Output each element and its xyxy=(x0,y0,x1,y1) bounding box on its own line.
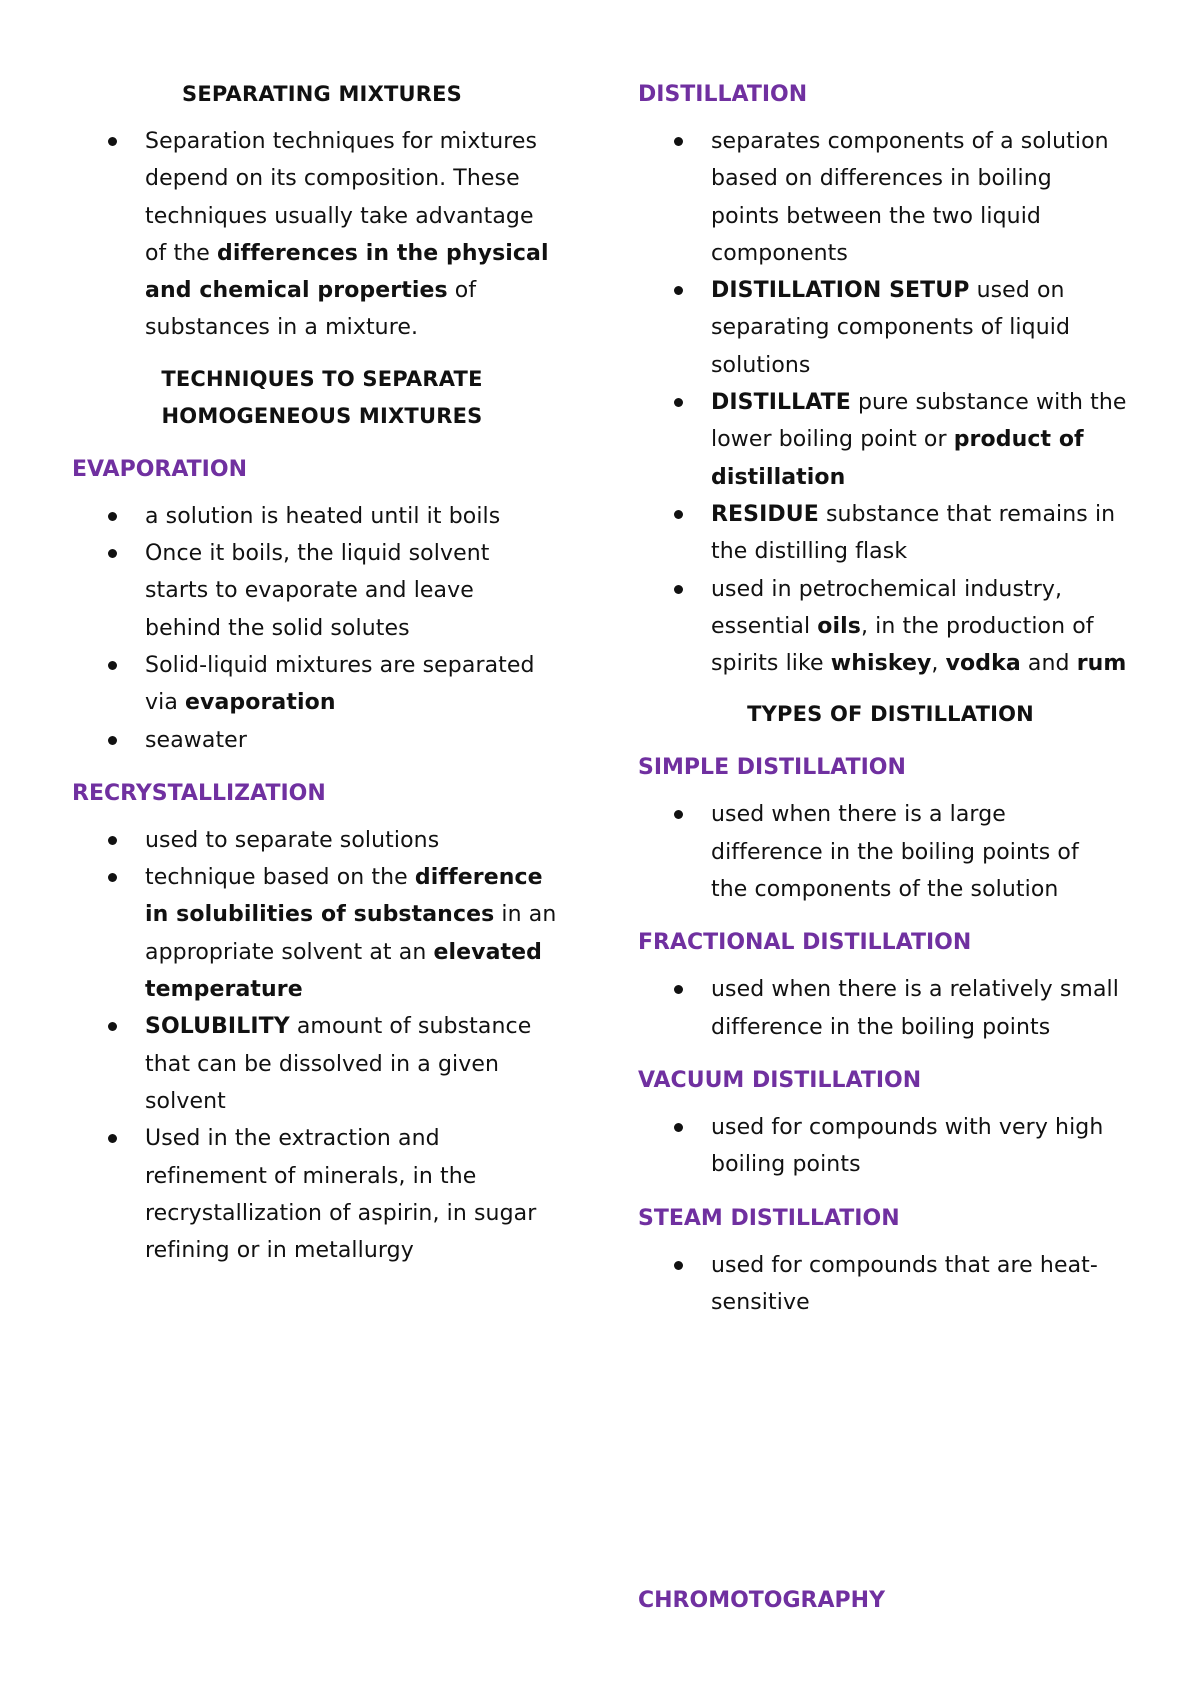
bullet-icon xyxy=(108,873,117,882)
page-title-text: SEPARATING MIXTURES xyxy=(182,82,462,106)
distillation-heading: DISTILLATION xyxy=(638,82,808,107)
list-item: used in petrochemical industry, essential oils, in the production of spirits like whiskey, vodka and rum xyxy=(638,571,1143,683)
bullet-icon xyxy=(108,1134,117,1143)
homogeneous-section-title: TECHNIQUES TO SEPARATE HOMOGENEOUS MIXTURES xyxy=(161,366,483,428)
types-of-distillation-title: TYPES OF DISTILLATION xyxy=(747,702,1034,727)
bullet-icon xyxy=(108,137,117,146)
bullet-icon xyxy=(674,286,683,295)
evaporation-heading: EVAPORATION xyxy=(72,456,247,482)
list-item: Solid-liquid mixtures are separated via evaporation xyxy=(72,647,572,722)
steam-distillation-heading: STEAM DISTILLATION xyxy=(638,1205,900,1231)
bullet-icon xyxy=(108,661,117,670)
list-item: Separation techniques for mixtures depend on its composition. These techniques usually take advantage of the differences in the physical and chemical properties of substances in a mixture. xyxy=(72,123,572,347)
bullet-icon xyxy=(108,1022,117,1031)
list-item: SOLUBILITY amount of substance that can be dissolved in a given solvent xyxy=(72,1008,572,1120)
list-item: Used in the extraction and refinement of minerals, in the recrystallization of aspirin, in sugar refining or in metallurgy xyxy=(72,1120,572,1269)
bullet-icon xyxy=(108,512,117,521)
bullet-icon xyxy=(108,549,117,558)
list-item: used for compounds with very high boiling points xyxy=(638,1109,1143,1184)
bullet-icon xyxy=(108,836,117,845)
simple-distillation-heading: SIMPLE DISTILLATION xyxy=(638,755,906,781)
list-item: DISTILLATION SETUP used on separating components of liquid solutions xyxy=(638,272,1143,384)
fractional-distillation-list xyxy=(638,971,1143,1046)
list-item: seawater xyxy=(72,722,572,759)
fractional-distillation-heading: FRACTIONAL DISTILLATION xyxy=(638,930,972,956)
list-item: used to separate solutions xyxy=(72,822,572,859)
bullet-icon xyxy=(108,736,117,745)
simple-distillation-list xyxy=(638,796,1143,908)
list-item: used when there is a relatively small difference in the boiling points xyxy=(638,971,1143,1046)
list-item: a solution is heated until it boils xyxy=(72,498,572,535)
bullet-icon xyxy=(674,985,683,994)
bullet-icon xyxy=(674,137,683,146)
list-item: DISTILLATE pure substance with the lower boiling point or product of distillation xyxy=(638,384,1143,496)
distillation-list xyxy=(638,123,1143,682)
left-column xyxy=(72,76,572,1269)
list-item: used for compounds that are heat- sensitive xyxy=(638,1247,1143,1322)
bullet-icon xyxy=(674,585,683,594)
list-item: separates components of a solution based on differences in boiling points between the two liquid components xyxy=(638,123,1143,272)
recrystallization-list xyxy=(72,822,572,1270)
list-item: Once it boils, the liquid solvent starts to evaporate and leave behind the solid solutes xyxy=(72,535,572,647)
evaporation-list xyxy=(72,498,572,759)
list-item: technique based on the difference in solubilities of substances in an appropriate solvent at an elevated temperature xyxy=(72,859,572,1008)
page-title xyxy=(72,76,572,113)
vacuum-distillation-list xyxy=(638,1109,1143,1184)
steam-distillation-list xyxy=(638,1247,1143,1322)
recrystallization-heading: RECRYSTALLIZATION xyxy=(72,780,326,806)
bullet-icon xyxy=(674,1261,683,1270)
list-item: used when there is a large difference in the boiling points of the components of the solution xyxy=(638,796,1143,908)
list-item: RESIDUE substance that remains in the distilling flask xyxy=(638,496,1143,571)
bullet-icon xyxy=(674,1123,683,1132)
bullet-icon xyxy=(674,810,683,819)
chromatography-heading: CHROMOTOGRAPHY xyxy=(638,1588,885,1613)
bullet-icon xyxy=(674,398,683,407)
intro-list xyxy=(72,123,572,347)
bullet-icon xyxy=(674,510,683,519)
right-column xyxy=(638,76,1143,1321)
vacuum-distillation-heading: VACUUM DISTILLATION xyxy=(638,1067,922,1093)
